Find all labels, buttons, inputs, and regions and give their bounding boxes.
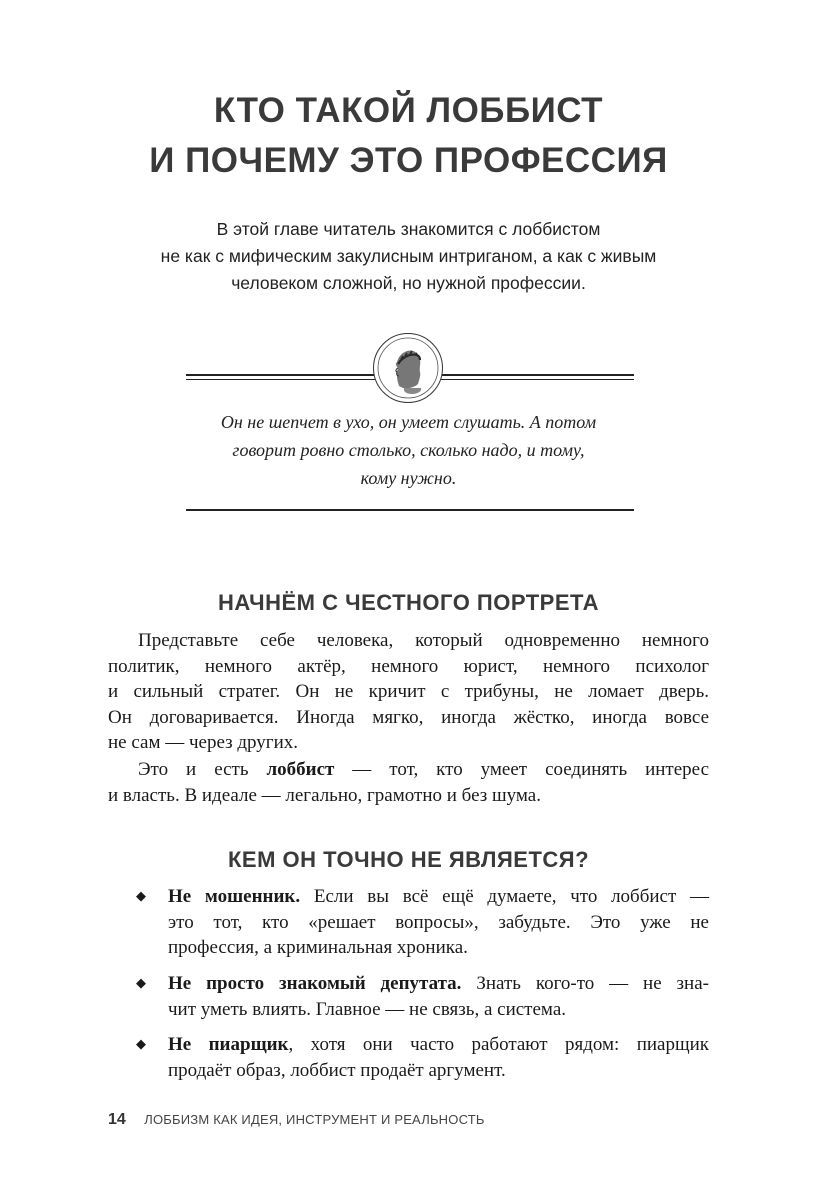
list-item-lead: Не просто знакомый депутата. — [168, 973, 462, 994]
paragraph-line: и власть. В идеале — легально, грамотно и без шума. — [108, 784, 541, 806]
paragraph-line — [108, 757, 709, 783]
text-run: Если вы всё ещё думаете, что лоббист — — [300, 886, 710, 907]
chapter-title-line-1: КТО ТАКОЙ ЛОББИСТ — [213, 91, 604, 130]
text-run: , хотя они часто работают рядом: пиарщик — [288, 1034, 710, 1055]
quote-line-3: кому нужно. — [360, 468, 457, 488]
list-item-lead: Не мошенник. — [168, 886, 301, 907]
list-line: это тот, кто «решает вопросы», забудьте. Это уже не — [168, 911, 709, 933]
quote-line-1: Он не шепчет в ухо, он умеет слушать. А потом — [220, 412, 597, 432]
text-run: Это и есть — [138, 759, 267, 780]
section-heading-portrait: НАЧНЁМ С ЧЕСТНОГО ПОРТРЕТА — [218, 590, 599, 615]
list-item — [136, 884, 709, 961]
epigraph-quote — [150, 408, 667, 492]
term-lobbyist: лоббист — [266, 759, 335, 780]
paragraph-line: не сам — через других. — [108, 732, 299, 753]
chapter-title — [0, 86, 817, 186]
section-heading-not-is: КЕМ ОН ТОЧНО НЕ ЯВЛЯЕТСЯ? — [227, 847, 590, 872]
list-item-lead: Не пиарщик — [168, 1034, 289, 1055]
list-line: профессия, а криминальная хроника. — [168, 937, 468, 958]
chapter-intro — [100, 216, 717, 297]
diamond-bullet-icon: ◆ — [136, 1037, 146, 1052]
text-run: Знать кого-то — не зна- — [461, 973, 709, 994]
paragraph-definition — [108, 757, 709, 808]
paragraph-line: и сильный стратег. Он не кричит с трибуны, не ломает дверь. — [108, 681, 709, 702]
intro-line-3: человеком сложной, но нужной профессии. — [231, 273, 586, 293]
paragraph-portrait — [108, 628, 709, 756]
chapter-title-line-2: И ПОЧЕМУ ЭТО ПРОФЕССИЯ — [149, 141, 668, 180]
list-item — [136, 1032, 709, 1083]
paragraph-line: Представьте себе человека, который одновременно немного — [138, 630, 709, 651]
page-number: 14 — [108, 1111, 126, 1128]
diamond-bullet-icon: ◆ — [136, 889, 146, 904]
list-line: чит уметь влиять. Главное — не связь, а система. — [168, 998, 566, 1020]
text-run: — тот, кто умеет соединять интерес — [334, 759, 709, 780]
quote-line-2: говорит ровно столько, сколько надо, и тому, — [232, 440, 585, 460]
epigraph-bottom-rule — [186, 509, 634, 511]
list-line — [168, 1032, 709, 1058]
diamond-bullet-icon: ◆ — [136, 976, 146, 991]
list-item — [136, 971, 709, 1022]
intro-line-1: В этой главе читатель знакомится с лоббистом — [216, 219, 601, 239]
list-line — [168, 884, 709, 910]
caesar-profile-icon — [373, 333, 443, 403]
list-line — [168, 971, 709, 997]
running-title: ЛОББИЗМ КАК ИДЕЯ, ИНСТРУМЕНТ И РЕАЛЬНОСТЬ — [144, 1112, 485, 1127]
list-line: продаёт образ, лоббист продаёт аргумент. — [168, 1059, 506, 1081]
paragraph-line: Он договаривается. Иногда мягко, иногда жёстко, иногда вовсе — [108, 706, 709, 728]
paragraph-line: политик, немного актёр, немного юрист, немного психолог — [108, 655, 709, 677]
page-footer — [108, 1111, 485, 1129]
intro-line-2: не как с мифическим закулисным интриганом, а как с живым — [160, 246, 657, 266]
